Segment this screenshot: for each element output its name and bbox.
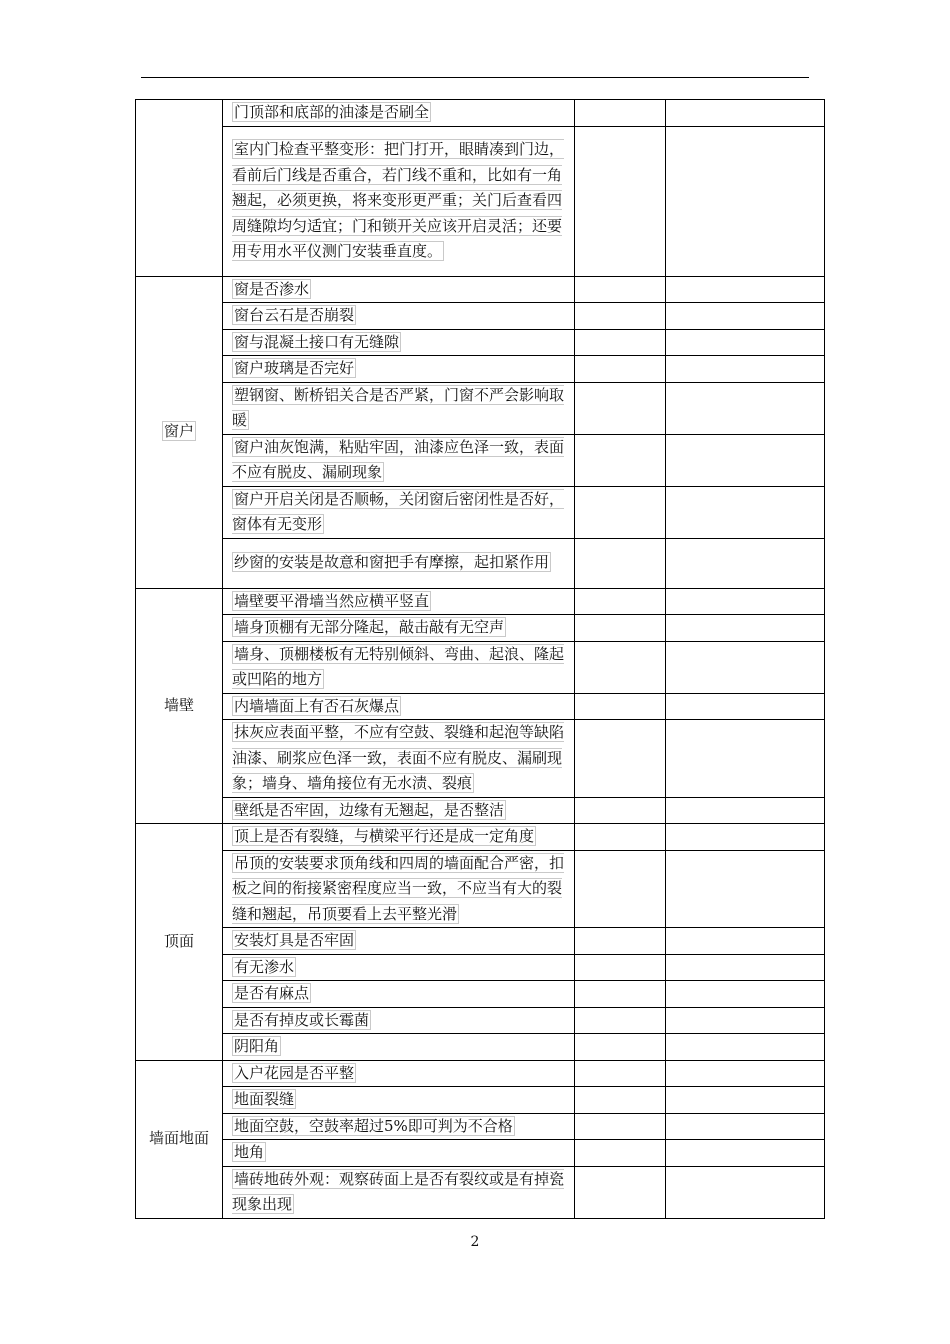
result-cell[interactable] <box>575 641 666 693</box>
table-row <box>136 1113 825 1140</box>
result-cell[interactable] <box>575 434 666 486</box>
inspection-item-cell <box>223 981 575 1008</box>
remark-cell[interactable] <box>666 981 825 1008</box>
result-cell[interactable] <box>575 720 666 798</box>
result-cell[interactable] <box>575 1034 666 1061</box>
remark-cell[interactable] <box>666 928 825 955</box>
inspection-item-text: 入户花园是否平整 <box>234 1063 355 1082</box>
remark-cell[interactable] <box>666 641 825 693</box>
inspection-item-text: 窗户开启关闭是否顺畅，关闭窗后密闭性是否好，窗体有无变形 <box>232 489 565 533</box>
remark-cell[interactable] <box>666 538 825 588</box>
table-row <box>136 1007 825 1034</box>
table-row <box>136 276 825 303</box>
inspection-item-cell <box>223 954 575 981</box>
inspection-item-cell <box>223 720 575 798</box>
inspection-item-text: 内墙墙面上有否石灰爆点 <box>234 696 400 715</box>
table-row <box>136 382 825 434</box>
result-cell[interactable] <box>575 276 666 303</box>
inspection-item-cell <box>223 850 575 928</box>
table-row <box>136 693 825 720</box>
inspection-item-cell <box>223 126 575 276</box>
remark-cell[interactable] <box>666 1140 825 1167</box>
table-row <box>136 329 825 356</box>
table-row <box>136 928 825 955</box>
category-cell <box>136 276 223 588</box>
table-row <box>136 954 825 981</box>
inspection-item-text: 地面裂缝 <box>234 1090 295 1108</box>
remark-cell[interactable] <box>666 588 825 615</box>
inspection-item-text: 是否有掉皮或长霉菌 <box>234 1010 370 1029</box>
inspection-item-text: 窗与混凝土接口有无缝隙 <box>234 332 400 351</box>
inspection-item-cell <box>223 356 575 383</box>
result-cell[interactable] <box>575 928 666 955</box>
table-row <box>136 486 825 538</box>
remark-cell[interactable] <box>666 797 825 824</box>
table-row <box>136 1166 825 1218</box>
result-cell[interactable] <box>575 1166 666 1218</box>
result-cell[interactable] <box>575 797 666 824</box>
table-row <box>136 641 825 693</box>
result-cell[interactable] <box>575 615 666 642</box>
table-row <box>136 356 825 383</box>
remark-cell[interactable] <box>666 303 825 330</box>
remark-cell[interactable] <box>666 824 825 851</box>
checklist-body <box>136 100 825 1219</box>
remark-cell[interactable] <box>666 356 825 383</box>
remark-cell[interactable] <box>666 100 825 127</box>
inspection-item-cell <box>223 928 575 955</box>
inspection-item-cell <box>223 382 575 434</box>
remark-cell[interactable] <box>666 720 825 798</box>
result-cell[interactable] <box>575 824 666 851</box>
result-cell[interactable] <box>575 1060 666 1087</box>
inspection-item-cell <box>223 1113 575 1140</box>
inspection-item-cell <box>223 1060 575 1087</box>
inspection-item-cell <box>223 1007 575 1034</box>
table-row <box>136 434 825 486</box>
result-cell[interactable] <box>575 303 666 330</box>
category-cell <box>136 588 223 824</box>
inspection-item-cell <box>223 824 575 851</box>
inspection-item-cell <box>223 797 575 824</box>
remark-cell[interactable] <box>666 1007 825 1034</box>
table-row <box>136 1087 825 1114</box>
inspection-item-cell <box>223 1034 575 1061</box>
inspection-item-cell <box>223 615 575 642</box>
inspection-item-text: 阴阳角 <box>234 1037 280 1055</box>
inspection-item-cell <box>223 693 575 720</box>
inspection-item-text: 是否有麻点 <box>234 984 310 1002</box>
table-row <box>136 588 825 615</box>
remark-cell[interactable] <box>666 615 825 642</box>
inspection-item-text: 窗户油灰饱满，粘贴牢固，油漆应色泽一致，表面不应有脱皮、漏刷现象 <box>232 437 565 481</box>
table-row <box>136 303 825 330</box>
inspection-item-text: 墙身、顶棚楼板有无特别倾斜、弯曲、起浪、隆起或凹陷的地方 <box>232 644 565 688</box>
inspection-item-text: 有无渗水 <box>234 957 295 976</box>
result-cell[interactable] <box>575 1113 666 1140</box>
category-cell <box>136 824 223 1061</box>
inspection-item-text: 窗台云石是否崩裂 <box>234 306 355 324</box>
inspection-item-text: 室内门检查平整变形：把门打开，眼睛凑到门边，看前后门线是否重合，若门线不重和，比如有一角翘起，必须更换，将来变形更严重；关门后查看四周缝隙均匀适宜；门和锁开关应该开启灵活；还要用专用水平仪测门安装垂直度。 <box>232 140 565 261</box>
inspection-item-text: 塑钢窗、断桥铝关合是否严紧，门窗不严会影响取暖 <box>232 385 565 429</box>
inspection-item-text: 门顶部和底部的油漆是否刷全 <box>234 103 430 121</box>
category-label: 顶面 <box>163 932 194 950</box>
result-cell[interactable] <box>575 693 666 720</box>
inspection-item-text: 顶上是否有裂缝，与横梁平行还是成一定角度 <box>234 827 535 845</box>
inspection-item-cell <box>223 538 575 588</box>
inspection-item-text: 墙砖地砖外观：观察砖面上是否有裂纹或是有掉瓷现象出现 <box>232 1169 565 1213</box>
table-row <box>136 981 825 1008</box>
inspection-item-text: 地角 <box>234 1143 265 1161</box>
table-row <box>136 720 825 798</box>
result-cell[interactable] <box>575 850 666 928</box>
category-label: 窗户 <box>163 422 194 441</box>
table-row <box>136 1034 825 1061</box>
remark-cell[interactable] <box>666 486 825 538</box>
result-cell[interactable] <box>575 356 666 383</box>
remark-cell[interactable] <box>666 276 825 303</box>
remark-cell[interactable] <box>666 329 825 356</box>
remark-cell[interactable] <box>666 693 825 720</box>
inspection-item-cell <box>223 1166 575 1218</box>
table-row <box>136 1140 825 1167</box>
category-cell <box>136 100 223 277</box>
category-cell <box>136 1060 223 1218</box>
result-cell[interactable] <box>575 588 666 615</box>
table-row <box>136 538 825 588</box>
inspection-item-text: 地面空鼓，空鼓率超过5%即可判为不合格 <box>234 1116 513 1135</box>
result-cell[interactable] <box>575 981 666 1008</box>
inspection-item-cell <box>223 486 575 538</box>
remark-cell[interactable] <box>666 1034 825 1061</box>
inspection-item-text: 墙壁要平滑墙当然应横平竖直 <box>234 591 430 610</box>
table-row <box>136 615 825 642</box>
inspection-item-cell <box>223 329 575 356</box>
inspection-item-text: 壁纸是否牢固，边缘有无翘起，是否整洁 <box>234 800 505 819</box>
result-cell[interactable] <box>575 382 666 434</box>
result-cell[interactable] <box>575 126 666 276</box>
inspection-checklist-table <box>135 99 825 1219</box>
inspection-item-cell <box>223 588 575 615</box>
inspection-item-cell <box>223 641 575 693</box>
inspection-item-cell <box>223 276 575 303</box>
inspection-item-text: 纱窗的安装是故意和窗把手有摩擦，起扣紧作用 <box>234 553 550 572</box>
inspection-item-text: 吊顶的安装要求顶角线和四周的墙面配合严密，扣板之间的衔接紧密程度应当一致，不应当有大的裂缝和翘起，吊顶要看上去平整光滑 <box>232 853 565 923</box>
result-cell[interactable] <box>575 1140 666 1167</box>
inspection-item-text: 抹灰应表面平整，不应有空鼓、裂缝和起泡等缺陷油漆、刷浆应色泽一致，表面不应有脱皮、漏刷现象；墙身、墙角接位有无水渍、裂痕 <box>232 723 565 792</box>
category-label: 墙面地面 <box>148 1129 209 1148</box>
remark-cell[interactable] <box>666 850 825 928</box>
result-cell[interactable] <box>575 486 666 538</box>
remark-cell[interactable] <box>666 434 825 486</box>
inspection-item-cell <box>223 434 575 486</box>
inspection-item-text: 墙身顶棚有无部分隆起，敲击敲有无空声 <box>234 618 505 636</box>
inspection-item-cell <box>223 100 575 127</box>
remark-cell[interactable] <box>666 1166 825 1218</box>
table-row <box>136 100 825 127</box>
remark-cell[interactable] <box>666 126 825 276</box>
category-label: 墙壁 <box>163 696 194 714</box>
inspection-item-cell <box>223 1087 575 1114</box>
inspection-item-text: 安装灯具是否牢固 <box>234 931 355 949</box>
header-rule <box>141 77 809 78</box>
result-cell[interactable] <box>575 954 666 981</box>
table-row <box>136 797 825 824</box>
remark-cell[interactable] <box>666 1087 825 1114</box>
inspection-item-cell <box>223 1140 575 1167</box>
remark-cell[interactable] <box>666 382 825 434</box>
result-cell[interactable] <box>575 538 666 588</box>
table-row <box>136 850 825 928</box>
result-cell[interactable] <box>575 329 666 356</box>
inspection-item-cell <box>223 303 575 330</box>
inspection-item-text: 窗是否渗水 <box>234 279 310 298</box>
table-row <box>136 126 825 276</box>
result-cell[interactable] <box>575 100 666 127</box>
remark-cell[interactable] <box>666 1060 825 1087</box>
remark-cell[interactable] <box>666 954 825 981</box>
inspection-item-text: 窗户玻璃是否完好 <box>234 359 355 377</box>
table-row <box>136 824 825 851</box>
remark-cell[interactable] <box>666 1113 825 1140</box>
result-cell[interactable] <box>575 1087 666 1114</box>
result-cell[interactable] <box>575 1007 666 1034</box>
page-number: 2 <box>470 1234 480 1250</box>
table-row <box>136 1060 825 1087</box>
